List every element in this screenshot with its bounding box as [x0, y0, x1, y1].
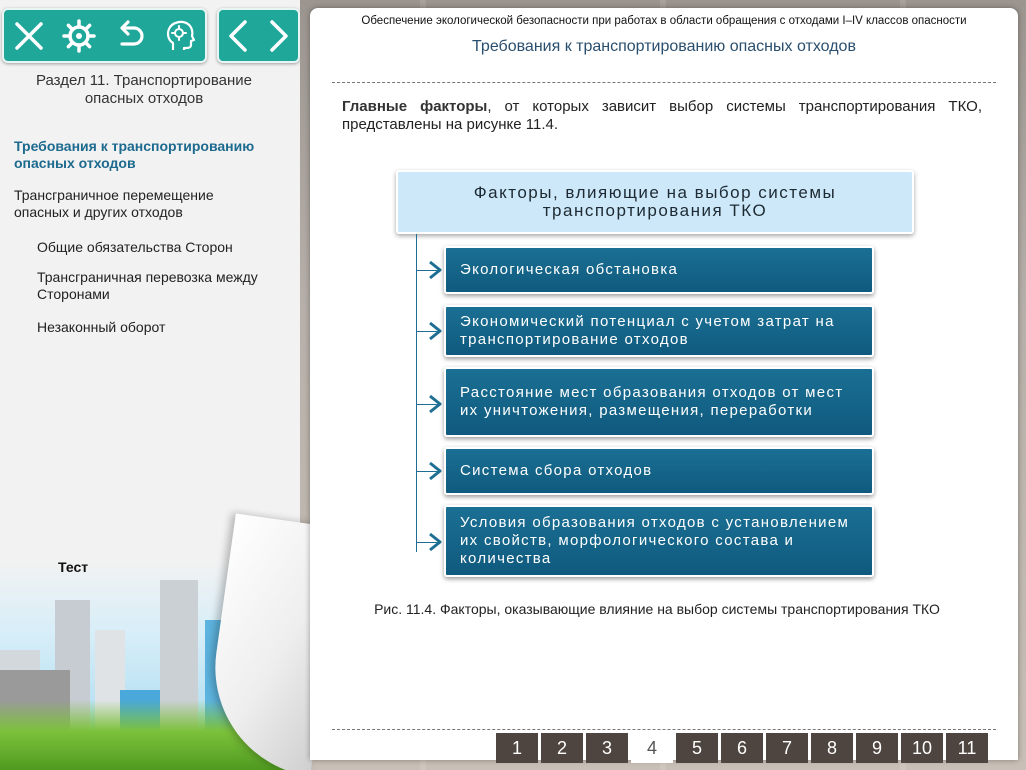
- chevron-right-icon: [260, 18, 296, 54]
- factor-box: Условия образования отходов с установлением их свойств, морфологического состава и количества: [444, 505, 874, 577]
- arrow-right-icon: [427, 394, 443, 414]
- intro-text: , от которых зависит выбор системы транспортирования ТКО, представлены на рисунке 11.4.: [342, 98, 982, 133]
- chevron-left-icon: [221, 18, 257, 54]
- factor-box: Экологическая обстановка: [444, 246, 874, 294]
- page-button[interactable]: 7: [766, 733, 808, 763]
- nav-item-transboundary-transport[interactable]: Трансграничная перевозка между Сторонами: [37, 269, 258, 302]
- diagram-title-box: Факторы, влияющие на выбор системы транспортирования ТКО: [396, 170, 914, 234]
- intro-paragraph: [342, 98, 982, 134]
- content-page: [310, 8, 1018, 760]
- diagram-connector-line: [416, 234, 417, 552]
- arrow-right-icon: [427, 321, 443, 341]
- nav-item-transport-requirements[interactable]: Требования к транспортированию опасных отходов: [14, 138, 255, 171]
- page-button[interactable]: 8: [811, 733, 853, 763]
- divider-top: [332, 82, 996, 83]
- tool-group-nav: [217, 8, 300, 63]
- nav-item-general-obligations[interactable]: Общие обязательства Сторон: [37, 239, 233, 255]
- undo-button[interactable]: [108, 14, 152, 58]
- page-button[interactable]: 6: [721, 733, 763, 763]
- page-button[interactable]: 10: [901, 733, 943, 763]
- gear-icon: [61, 18, 97, 54]
- arrow-right-icon: [427, 461, 443, 481]
- settings-button[interactable]: [57, 14, 101, 58]
- course-title: Обеспечение экологической безопасности при работах в области обращения с отходами I–IV классов опасности: [361, 15, 967, 27]
- arrow-right-icon: [427, 532, 443, 552]
- brain-button[interactable]: [158, 14, 202, 58]
- close-button[interactable]: [7, 14, 51, 58]
- tool-group-main: [2, 8, 207, 63]
- factor-box: Расстояние мест образования отходов от мест их уничтожения, размещения, переработки: [444, 367, 874, 437]
- section-title: Раздел 11. Транспортирование опасных отходов: [36, 72, 252, 107]
- nav-item-transboundary-movement[interactable]: Трансграничное перемещение опасных и других отходов: [14, 187, 214, 220]
- brain-head-icon: [162, 18, 198, 54]
- intro-bold-text: Главные факторы: [342, 98, 488, 115]
- prev-page-button[interactable]: [219, 14, 259, 58]
- page-button-current[interactable]: 4: [631, 733, 673, 763]
- toolbar: [0, 8, 300, 63]
- page-title: Требования к транспортированию опасных отходов: [472, 38, 856, 55]
- page-button[interactable]: 11: [946, 733, 988, 763]
- arrow-right-icon: [427, 260, 443, 280]
- page-button[interactable]: 1: [496, 733, 538, 763]
- divider-bottom: [332, 729, 996, 730]
- next-page-button[interactable]: [259, 14, 299, 58]
- test-link[interactable]: Тест: [58, 559, 89, 575]
- close-icon: [11, 18, 47, 54]
- factor-box: Система сбора отходов: [444, 447, 874, 495]
- nav-item-illegal-traffic[interactable]: Незаконный оборот: [37, 319, 166, 335]
- undo-icon: [112, 18, 148, 54]
- pagination: [496, 733, 991, 763]
- factor-box: Экономический потенциал с учетом затрат на транспортирование отходов: [444, 305, 874, 357]
- figure-caption: Рис. 11.4. Факторы, оказывающие влияние на выбор системы транспортирования ТКО: [374, 601, 940, 617]
- page-button[interactable]: 2: [541, 733, 583, 763]
- page-button[interactable]: 5: [676, 733, 718, 763]
- page-button[interactable]: 9: [856, 733, 898, 763]
- page-button[interactable]: 3: [586, 733, 628, 763]
